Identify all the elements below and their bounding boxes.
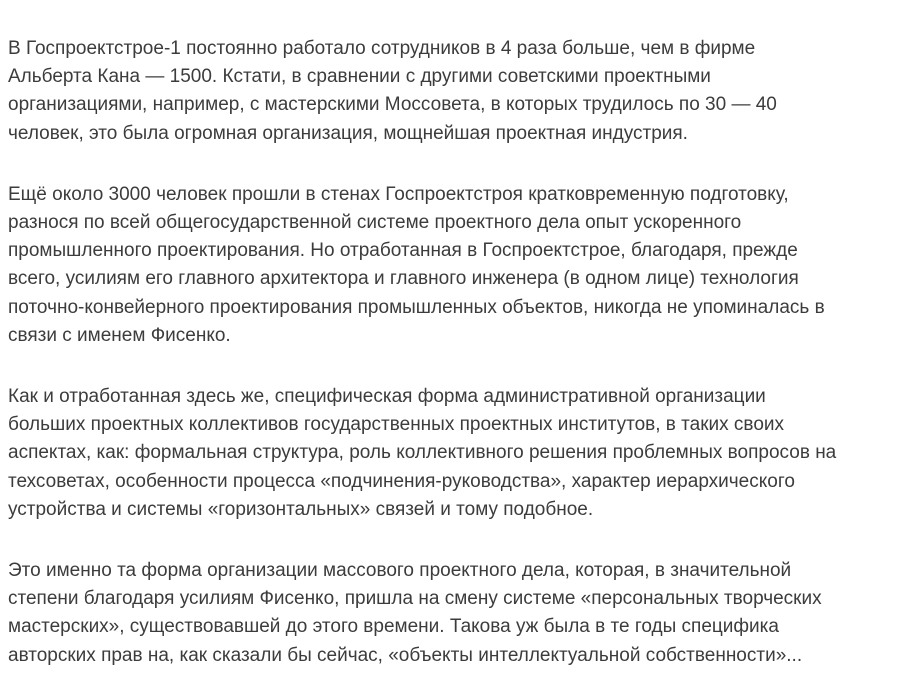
paragraph-line: связи с именем Фисенко.: [8, 324, 231, 346]
paragraph-line: всего, усилиям его главного архитектора и главного инженера (в одном лице) технология: [8, 268, 799, 290]
paragraph-line: техсоветах, особенности процесса «подчинения-руководства», характер иерархического: [8, 470, 795, 492]
paragraph-line: мастерских», существовавшей до этого времени. Такова уж была в те годы специфика: [8, 616, 779, 638]
paragraph-line: аспектах, как: формальная структура, роль коллективного решения проблемных вопросов на: [8, 442, 837, 464]
paragraph-line: разнося по всей общегосударственной системе проектного дела опыт ускоренного: [8, 212, 742, 234]
paragraph-line: человек, это была огромная организация, мощнейшая проектная индустрия.: [8, 122, 688, 144]
paragraph-line: устройства и системы «горизонтальных» связей и тому подобное.: [8, 498, 594, 520]
paragraph-line: промышленного проектирования. Но отработанная в Госпроектстрое, благодаря, прежде: [8, 240, 798, 262]
paragraph-line: Альберта Кана — 1500. Кстати, в сравнении с другими советскими проектными: [8, 66, 711, 88]
paragraph-3: [8, 383, 890, 524]
paragraph-line: Ещё около 3000 человек прошли в стенах Госпроектстроя кратковременную подготовку,: [8, 183, 789, 205]
paragraph-line: В Госпроектстрое-1 постоянно работало сотрудников в 4 раза больше, чем в фирме: [8, 38, 756, 59]
paragraph-4: [8, 557, 890, 670]
paragraph-line: больших проектных коллективов государственных проектных институтов, в таких своих: [8, 414, 784, 436]
paragraph-line: организациями, например, с мастерскими Моссовета, в которых трудилось по 30 — 40: [8, 94, 777, 116]
paragraph-2: [8, 181, 890, 350]
paragraph-line: авторских прав на, как сказали бы сейчас, «объекты интеллектуальной собственности»...: [8, 644, 803, 666]
paragraph-line: Это именно та форма организации массового проектного дела, которая, в значительной: [8, 560, 792, 582]
paragraph-1: [8, 35, 890, 148]
paragraph-line: Как и отработанная здесь же, специфическая форма административной организации: [8, 386, 766, 408]
paragraph-line: степени благодаря усилиям Фисенко, пришла на смену системе «персональных творческих: [8, 588, 822, 610]
paragraph-line: поточно-конвейерного проектирования промышленных объектов, никогда не упоминалась в: [8, 296, 825, 318]
